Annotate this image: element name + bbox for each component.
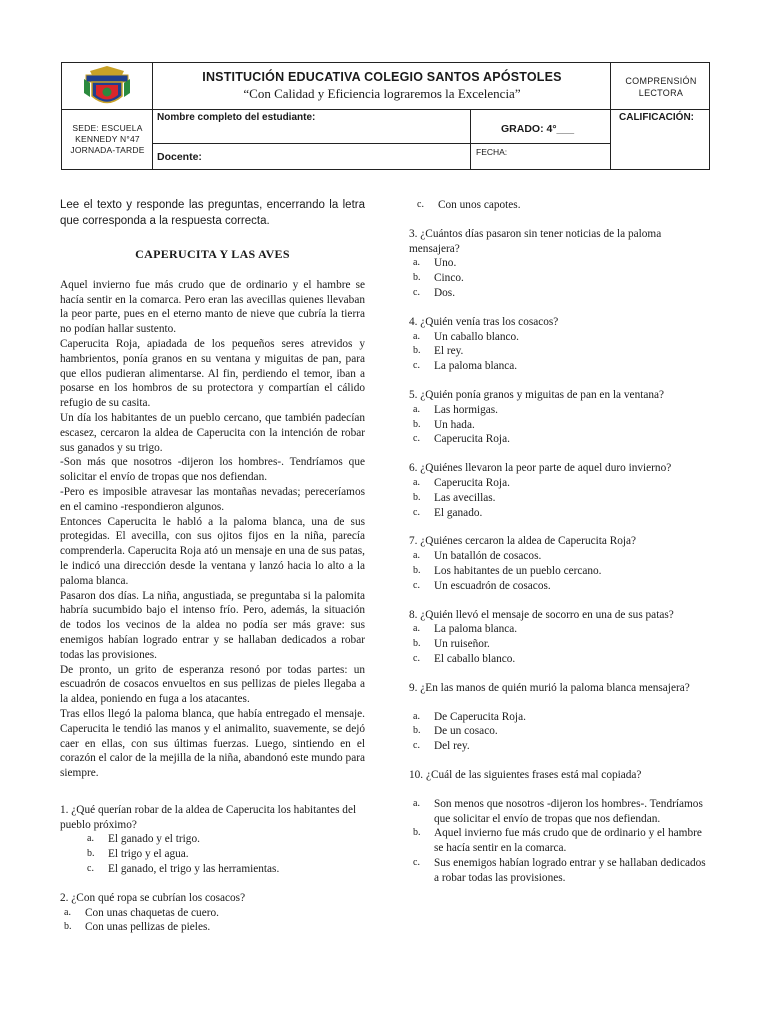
answer-option[interactable]: c. El ganado.: [413, 506, 483, 519]
story-title: CAPERUCITA Y LAS AVES: [135, 247, 290, 261]
institution-motto: “Con Calidad y Eficiencia lograremos la Excelencia”: [243, 86, 521, 101]
subject-line-1: COMPRENSIÓN: [625, 76, 697, 86]
right-column: [409, 198, 709, 885]
question-text: 3. ¿Cuántos días pasaron sin tener noticias de la paloma mensajera?: [409, 227, 662, 255]
answer-option[interactable]: c. El ganado, el trigo y las herramientas.: [87, 863, 280, 876]
story-paragraph: Entonces Caperucita le habló a la paloma blanca, una de sus protegidas. El avecilla, con sus ojitos fijos en la niña, parecía comprenderla. Caperucita Roja ató un mensaje en una de sus patas, le indicó una dirección desde la ventana y lanzó hacia lo alto a la paloma blanca.: [60, 515, 365, 587]
answer-option[interactable]: b. Las avecillas.: [413, 491, 496, 504]
question-3: [409, 227, 709, 301]
question-text: 7. ¿Quiénes cercaron la aldea de Caperucita Roja?: [409, 535, 637, 548]
answer-option[interactable]: c. El caballo blanco.: [413, 652, 516, 665]
answer-option[interactable]: b. El trigo y el agua.: [87, 848, 189, 861]
story-paragraph: -Pero es imposible atravesar las montañas nevadas; pereceríamos en el camino -respondieron algunos.: [60, 485, 365, 513]
answer-option[interactable]: a. La paloma blanca.: [413, 623, 518, 636]
student-name-label: Nombre completo del estudiante:: [157, 112, 316, 123]
answer-options: [409, 403, 709, 447]
answer-options: [409, 710, 709, 754]
answer-option[interactable]: c. Caperucita Roja.: [413, 433, 510, 446]
question-text: 5. ¿Quién ponía granos y miguitas de pan en la ventana?: [409, 388, 665, 401]
subject-label: [611, 63, 711, 110]
answer-option[interactable]: a. Las hormigas.: [413, 403, 499, 416]
question-8: [409, 608, 709, 667]
answer-option[interactable]: c. Dos.: [413, 286, 456, 299]
question-10: [409, 768, 709, 886]
answer-options: [409, 622, 709, 666]
left-column: [60, 198, 365, 935]
answer-option[interactable]: b. Un ruiseñor.: [413, 638, 490, 651]
story-paragraph: De pronto, un grito de esperanza resonó por todas partes: un escuadrón de cosacos envueltos en sus pellizas de pieles llegaba a la aldea, poniendo en fuga a los atacantes.: [60, 663, 365, 706]
answer-option[interactable]: b. Cinco.: [413, 272, 464, 285]
header-table: [61, 62, 710, 170]
answer-option[interactable]: c. Del rey.: [413, 740, 470, 753]
grade-label: GRADO: 4°___: [501, 123, 575, 135]
answer-option[interactable]: b. De un cosaco.: [413, 725, 498, 738]
grade-field[interactable]: [471, 110, 611, 144]
school-crest-icon: [62, 63, 153, 110]
sede-line-1: SEDE: ESCUELA: [72, 123, 143, 133]
answer-option[interactable]: c. La paloma blanca.: [413, 360, 518, 373]
score-label: CALIFICACIÓN:: [619, 112, 694, 123]
question-5: [409, 388, 709, 447]
answer-option[interactable]: a. El ganado y el trigo.: [87, 833, 200, 846]
sede-line-2: KENNEDY N°47: [75, 134, 140, 144]
answer-option[interactable]: a. Son menos que nosotros -dijeron los hombres-. Tendríamos que solicitar el envío de tropas que nos defiendan.: [413, 797, 703, 825]
question-1: [60, 803, 365, 877]
sede-line-3: JORNADA-TARDE: [70, 145, 145, 155]
answer-option[interactable]: c. Un escuadrón de cosacos.: [413, 579, 551, 592]
story-text: [60, 278, 365, 781]
story-paragraph: Tras ellos llegó la paloma blanca, que había entregado el mensaje. Caperucita le tendió las manos y el animalito, suavemente, se dejó caer en ellas, con sus últimas fuerzas. Luego, sintiendo en el corazón el calor de la mejilla de la niña, abandonó este mundo para siempre.: [60, 707, 365, 780]
sede-info: [62, 110, 153, 171]
answer-option[interactable]: c. Con unos capotes.: [417, 199, 521, 211]
date-label: FECHA:: [476, 147, 508, 157]
question-text: 8. ¿Quién llevó el mensaje de socorro en una de sus patas?: [409, 608, 674, 621]
question-4: [409, 315, 709, 374]
story-paragraph: -Son más que nosotros -dijeron los hombres-. Tendríamos que solicitar el envío de tropas que nos defiendan.: [60, 456, 365, 484]
answer-option[interactable]: b. Con unas pellizas de pieles.: [64, 921, 211, 934]
question-text: 6. ¿Quiénes llevaron la peor parte de aquel duro invierno?: [409, 462, 672, 475]
subject-line-2: LECTORA: [638, 88, 684, 98]
date-field[interactable]: [471, 144, 611, 171]
answer-options: [409, 476, 709, 520]
answer-option[interactable]: c. Sus enemigos habían logrado entrar y se hallaban dedicados a robar todas las provisiones.: [413, 856, 706, 884]
instructions: Lee el texto y responde las preguntas, encerrando la letra que corresponda a la respuesta correcta.: [60, 199, 365, 227]
story-paragraph: Un día los habitantes de un pueblo cercano, que también padecían escasez, cercaron la aldea de Caperucita con la intención de robar sus ganados y su trigo.: [60, 411, 365, 454]
answer-options: [409, 330, 709, 374]
student-name-field[interactable]: [153, 110, 471, 144]
answer-option[interactable]: a. Uno.: [413, 257, 457, 270]
answer-options: [60, 906, 365, 936]
answer-options: [409, 797, 709, 886]
score-field[interactable]: [611, 110, 711, 171]
answer-option[interactable]: a. Con unas chaquetas de cuero.: [64, 906, 219, 919]
answer-option[interactable]: b. Los habitantes de un pueblo cercano.: [413, 564, 602, 577]
answer-option[interactable]: a. De Caperucita Roja.: [413, 710, 526, 723]
answer-option[interactable]: a. Un caballo blanco.: [413, 330, 520, 343]
question-6: [409, 461, 709, 520]
answer-options: [409, 549, 709, 593]
question-text: 10. ¿Cuál de las siguientes frases está mal copiada?: [409, 768, 642, 781]
school-logo: [62, 63, 153, 110]
story-paragraph: Pasaron dos días. La niña, angustiada, se preguntaba si la palomita habría sucumbido bajo el intenso frío. Pero, además, la situación de todos los vecinos de la aldea no podía ser más grave: sus enemigos habían logrado entrar y se hallaban dedicados a robar todas las provisiones.: [60, 589, 365, 661]
answer-option[interactable]: b. Aquel invierno fue más crudo que de ordinario y el hambre se hacía sentir en la comarca.: [413, 827, 702, 855]
answer-options: [409, 256, 709, 300]
answer-options: [60, 832, 365, 876]
question-text: 2. ¿Con qué ropa se cubrían los cosacos?: [60, 891, 246, 904]
story-paragraph: Aquel invierno fue más crudo que de ordinario y el hambre se hacía sentir en la comarca. Pero eran las avecillas quienes llevaban la peor parte, pues en el eterno manto de nieve que cubría la tierra no podían hallar sustento.: [60, 278, 365, 336]
teacher-label: Docente:: [157, 151, 202, 163]
answer-option[interactable]: a. Un batallón de cosacos.: [413, 550, 542, 563]
question-9: [409, 681, 709, 754]
institution-name: INSTITUCIÓN EDUCATIVA COLEGIO SANTOS APÓSTOLES: [202, 70, 562, 84]
story-paragraph: Caperucita Roja, apiadada de los pequeños seres atrevidos y hambrientos, ponía granos en su ventana y miguitas de pan, para que ellos pudieran alimentarse. Al fin, perdiendo el temor, iban a posarse en los hombros de su protectora y compartían el cálido refugio de su casita.: [60, 337, 365, 410]
question-text: 1. ¿Qué querían robar de la aldea de Caperucita los habitantes del pueblo próximo?: [60, 803, 357, 831]
answer-option[interactable]: a. Caperucita Roja.: [413, 476, 510, 489]
question-2: [60, 891, 365, 935]
question-7: [409, 534, 709, 593]
answer-option[interactable]: b. El rey.: [413, 345, 464, 358]
question-2-continued: [409, 198, 709, 213]
institution-heading: [153, 63, 611, 110]
question-text: 4. ¿Quién venía tras los cosacos?: [409, 315, 559, 328]
teacher-field[interactable]: [153, 144, 471, 171]
question-text: 9. ¿En las manos de quién murió la paloma blanca mensajera?: [409, 681, 690, 694]
answer-option[interactable]: b. Un hada.: [413, 418, 475, 431]
